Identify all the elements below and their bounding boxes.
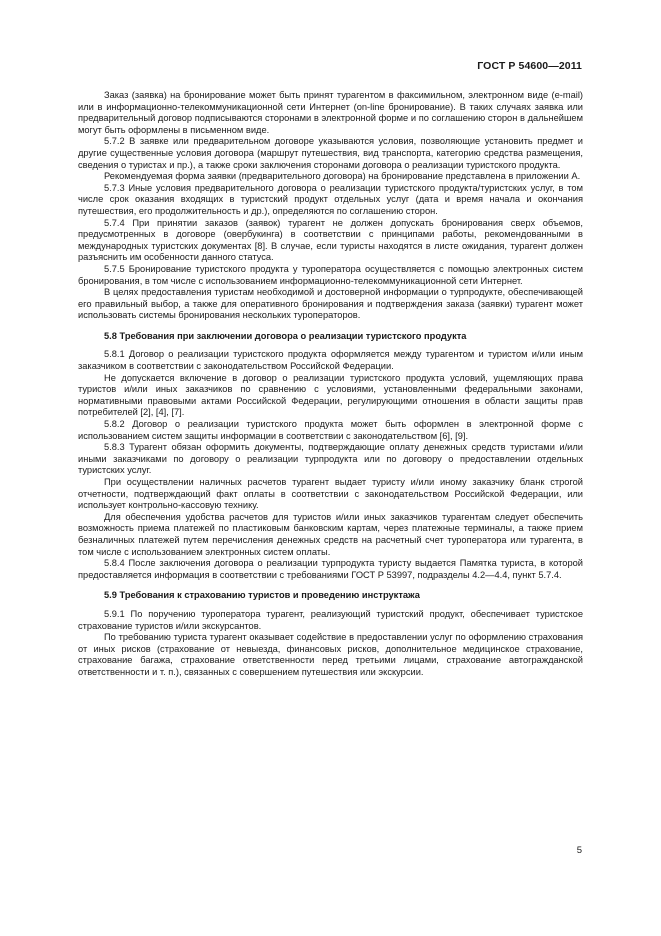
paragraph: 5.7.4 При принятии заказов (заявок) турагент не должен допускать бронирования сверх объемов, предусмотренных в договоре (овербукинга) в соответствии с принципами работы, рекомендованными в международных туристских документах [8]. В случае, если туристы находятся в листе ожидания, турагент должен разъяснить им особенности данного статуса. (78, 217, 583, 263)
paragraph: 5.7.3 Иные условия предварительного договора о реализации туристского продукта/туристских услуг, в том числе срок оказания входящих в туристский продукт отдельных услуг (дата и время начала и окончания путешествия, его продолжительность и др.), определяются по соглашению сторон. (78, 182, 583, 216)
paragraph: 5.8.1 Договор о реализации туристского продукта оформляется между турагентом и туристом и/или иным заказчиком в соответствии с законодательством Российской Федерации. (78, 349, 583, 372)
section-heading: 5.9 Требования к страхованию туристов и проведению инструктажа (104, 590, 420, 601)
paragraph: 5.8.2 Договор о реализации туристского продукта может быть оформлен в электронной форме с использованием систем защиты информации в соответствии с законодательством [6], [9]. (78, 419, 583, 441)
paragraph: В целях предоставления туристам необходимой и достоверной информации о турпродукте, обеспечивающей его правильный выбор, а также для оперативного бронирования и подтверждения заказа (заявки) турагент может использовать системы бронирования нескольких туроператоров. (78, 287, 583, 321)
paragraph: 5.8.4 После заключения договора о реализации турпродукта туристу выдается Памятка туриста, в которой предоставляется информация в соответствии с требованиями ГОСТ Р 53997, подразделы 4.2—4.4, пункт 5.7.4. (78, 558, 583, 580)
paragraph: По требованию туриста турагент оказывает содействие в предоставлении услуг по оформлению страхования от иных рисков (страхование от невыезда, финансовых рисков, дополнительное медицинское страхование, страхование багажа, страхование ответственности перед третьими лицами, страхование автогражданской ответственности и т. п.), связанных с совершением путешествия или экскурсии. (78, 632, 583, 677)
paragraph: Не допускается включение в договор о реализации туристского продукта условий, ущемляющих права туристов и/или иных заказчиков по сравнению с условиями, установленными федеральными законами, нормативными правовыми актами Российской Федерации, регулирующими отношения в области защиты прав потребителей [2], [4], [7]. (78, 372, 583, 418)
paragraph: 5.7.5 Бронирование туристского продукта у туроператора осуществляется с помощью электронных систем бронирования, в том числе с использованием информационно-телекоммуникационной сети Интернет. (78, 263, 583, 286)
page-number: 5 (576, 845, 582, 856)
section-heading: 5.8 Требования при заключении договора о реализации туристского продукта (104, 330, 467, 341)
paragraph: 5.8.3 Турагент обязан оформить документы, подтверждающие оплату денежных средств туристами и/или иными заказчиками по договору о реализации турпродукта или по договору о предоставлении отдельных туристских услуг. (78, 442, 583, 476)
document-body (78, 90, 583, 679)
paragraph: Для обеспечения удобства расчетов для туристов и/или иных заказчиков турагентам следует обеспечить возможность приема платежей по пластиковым банковским картам, через платежные терминалы, а также прием безналичных платежей путем перечисления денежных средств на расчетный счет туроператора или турагента, в том числе с использованием электронных систем оплаты. (78, 511, 583, 557)
paragraph: Заказ (заявка) на бронирование может быть принят турагентом в факсимильном, электронном виде (e-mail) или в информационно-телекоммуникационной сети Интернет (on-line бронирование). В таких случаях заявка или предварительный договор подписываются сторонами в электронной форме и по соглашению сторон в дальнейшем могут быть оформлены в письменном виде. (78, 90, 583, 135)
standard-designation: ГОСТ Р 54600—2011 (477, 60, 582, 72)
paragraph: При осуществлении наличных расчетов турагент выдает туристу и/или иному заказчику бланк строгой отчетности, подтверждающий факт оплаты в соответствии с законодательством Российской Федерации, или использует контрольно-кассовую технику. (78, 477, 583, 511)
paragraph: Рекомендуемая форма заявки (предварительного договора) на бронирование представлена в приложении А. (104, 171, 581, 182)
paragraph: 5.7.2 В заявке или предварительном договоре указываются условия, позволяющие установить предмет и другие существенные условия договора (маршрут путешествия, вид транспорта, категорию средства размещения, сведения о туристах и пр.), а также сроки заключения сторонами договора о реализации туристского продукта. (78, 136, 583, 170)
paragraph: 5.9.1 По поручению туроператора турагент, реализующий туристский продукт, обеспечивает туристское страхование туристов и/или экскурсантов. (78, 608, 583, 631)
